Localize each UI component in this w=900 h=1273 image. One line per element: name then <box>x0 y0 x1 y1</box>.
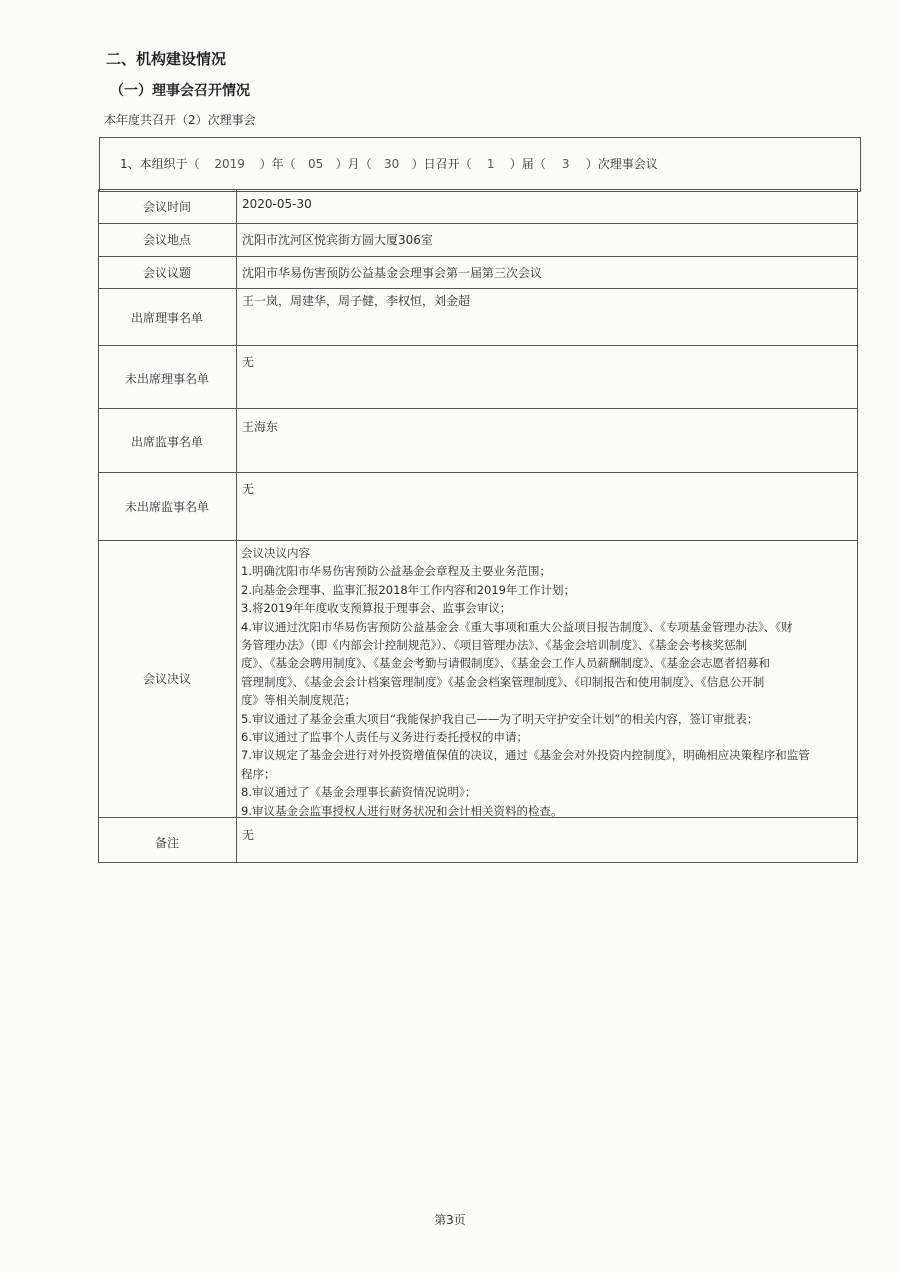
row-divider <box>98 223 858 224</box>
row-divider <box>98 345 858 346</box>
resolution-line: 务管理办法》（即《内部会计控制规范》）、《项目管理办法》、《基金会培训制度》、《基金会考核奖惩制 <box>241 638 747 653</box>
meeting-place-value: 沈阳市沈河区悦宾街方圆大厦306室 <box>242 233 433 247</box>
resolution-line: 度》、《基金会聘用制度》、《基金会考勤与请假制度》、《基金会工作人员薪酬制度》、《基金会志愿者招募和 <box>241 656 770 671</box>
present-supervisors-value: 王海东 <box>242 420 279 434</box>
month-suffix: ）月（ <box>335 157 372 171</box>
section-title: 二、机构建设情况 <box>106 50 227 68</box>
resolution-line: 8.审议通过了《基金会理事长薪资情况说明》； <box>241 785 477 800</box>
meeting-topic-label: 会议议题 <box>142 266 191 280</box>
resolution-line: 1.明确沈阳市华易伤害预防公益基金会章程及主要业务范围； <box>241 564 551 579</box>
item-number: 1、本组织于（ <box>120 157 200 171</box>
page-number: 第3页 <box>434 1213 466 1227</box>
meeting-topic-value: 沈阳市华易伤害预防公益基金会理事会第一届第三次会议 <box>242 266 543 280</box>
row-divider <box>98 540 858 541</box>
table-column-divider <box>236 189 237 863</box>
subsection-title: （一）理事会召开情况 <box>110 83 250 99</box>
remarks-label: 备注 <box>154 836 179 850</box>
meeting-time-value: 2020-05-30 <box>242 197 312 211</box>
absent-directors-label: 未出席理事名单 <box>124 372 209 386</box>
meeting-term: 1 <box>486 157 495 171</box>
term-suffix: ）届（ <box>509 157 546 171</box>
row-divider <box>98 408 858 409</box>
absent-supervisors-value: 无 <box>242 482 255 496</box>
meeting-month: 05 <box>308 157 324 171</box>
present-directors-value: 王一岚，周建华，周子健，李权恒，刘金超 <box>242 294 471 308</box>
row-divider <box>98 288 858 289</box>
row-divider <box>98 472 858 473</box>
resolution-line: 2.向基金会理事、监事汇报2018年工作内容和2019年工作计划； <box>241 582 576 597</box>
session-suffix: ）次理事会议 <box>585 157 658 171</box>
meeting-header-line <box>120 155 658 172</box>
day-suffix: ）日召开（ <box>411 157 472 171</box>
resolution-line: 7.审议规定了基金会进行对外投资增值保值的决议，通过《基金会对外投资内控制度》，明确相应决策程序和监管 <box>241 748 810 763</box>
year-suffix: ）年（ <box>259 157 296 171</box>
meeting-day: 30 <box>384 157 400 171</box>
absent-directors-value: 无 <box>242 355 255 369</box>
present-directors-label: 出席理事名单 <box>130 311 203 325</box>
resolution-line: 9.审议基金会监事授权人进行财务状况和会计相关资料的检查。 <box>241 803 563 818</box>
resolution-line: 4.审议通过沈阳市华易伤害预防公益基金会《重大事项和重大公益项目报告制度》、《专项基金管理办法》、《财 <box>241 619 793 634</box>
present-supervisors-label: 出席监事名单 <box>130 435 203 449</box>
resolution-line: 5.审议通过了基金会重大项目“我能保护我自己——为了明天守护安全计划”的相关内容，签订审批表； <box>241 711 759 726</box>
meeting-year: 2019 <box>214 157 245 171</box>
remarks-value: 无 <box>242 828 255 842</box>
meeting-place-label: 会议地点 <box>142 233 191 247</box>
resolution-line: 6.审议通过了监事个人责任与义务进行委托授权的申请； <box>241 730 528 745</box>
meeting-count-value: 2 <box>188 113 196 127</box>
meeting-session: 3 <box>561 157 570 171</box>
row-divider <box>98 256 858 257</box>
resolution-line: 程序； <box>241 766 276 781</box>
resolution-line: 3.将2019年年度收支预算报于理事会、监事会审议； <box>241 601 512 616</box>
resolution-label: 会议决议 <box>142 672 191 686</box>
meeting-count <box>104 111 256 128</box>
meeting-count-prefix: 本年度共召开（ <box>104 113 189 127</box>
resolution-line: 会议决议内容 <box>241 546 310 560</box>
absent-supervisors-label: 未出席监事名单 <box>124 500 209 514</box>
meeting-count-suffix: ）次理事会 <box>195 113 256 127</box>
resolution-line: 管理制度》、《基金会会计档案管理制度》《基金会档案管理制度》、《印制报告和使用制度》、《信息公开制 <box>241 674 765 689</box>
resolution-content <box>241 544 855 820</box>
resolution-line: 度》等相关制度规范； <box>241 693 356 708</box>
meeting-time-label: 会议时间 <box>142 200 191 214</box>
